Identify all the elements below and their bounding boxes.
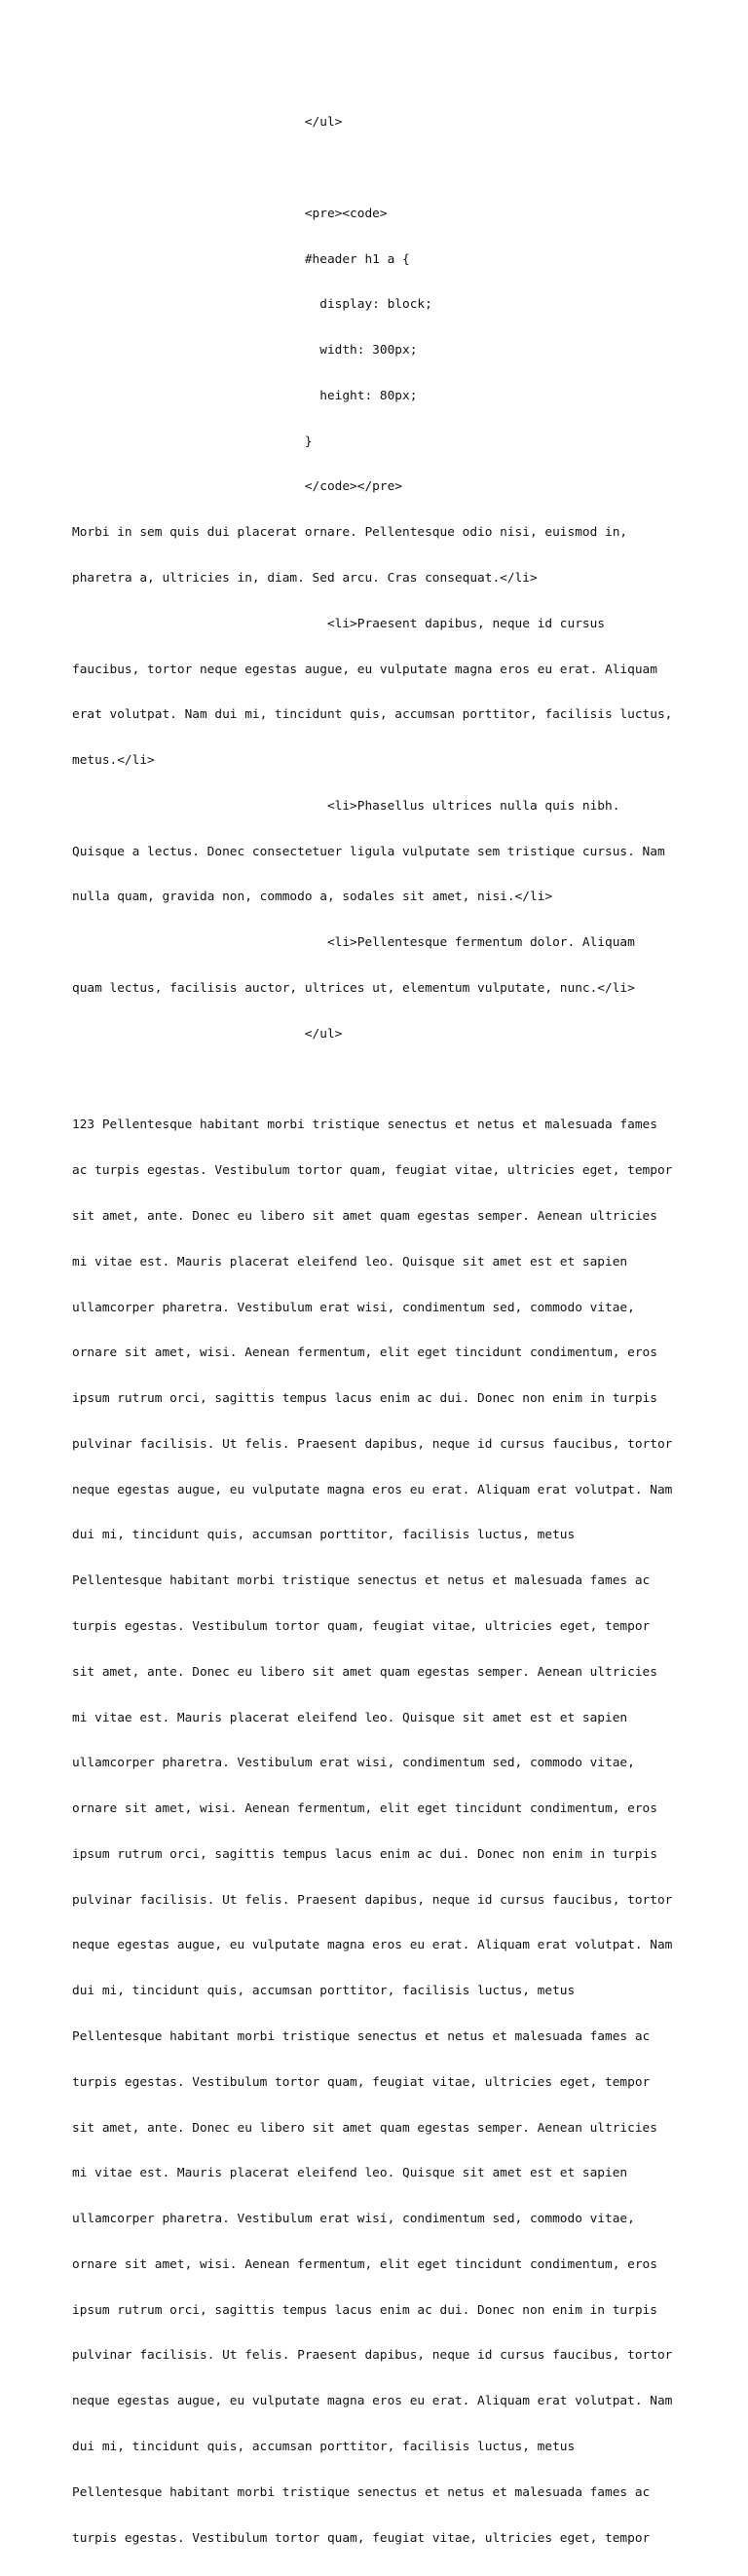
text-line: <li>Phasellus ultrices nulla quis nibh. [72,798,620,814]
text-line: neque egestas augue, eu vulputate magna eros eu erat. Aliquam erat volutpat. Nam [72,1482,673,1497]
text-line: ipsum rutrum orci, sagittis tempus lacus enim ac dui. Donec non enim in turpis [72,1846,657,1862]
text-line: mi vitae est. Mauris placerat eleifend leo. Quisque sit amet est et sapien [72,2166,628,2181]
text-line: width: 300px; [72,343,418,359]
text-line: dui mi, tincidunt quis, accumsan porttitor, facilisis luctus, metus [72,1528,576,1543]
text-line: metus.</li> [72,753,155,769]
text-line: Pellentesque habitant morbi tristique senectus et netus et malesuada fames ac [72,2484,651,2500]
text-line: pulvinar facilisis. Ut felis. Praesent dapibus, neque id cursus faucibus, tortor [72,1892,673,1908]
text-line: neque egestas augue, eu vulputate magna eros eu erat. Aliquam erat volutpat. Nam [72,1938,673,1953]
document-text [72,85,744,2576]
text-line: ullamcorper pharetra. Vestibulum erat wisi, condimentum sed, commodo vitae, [72,2212,635,2227]
text-line: ac turpis egestas. Vestibulum tortor quam, feugiat vitae, ultricies eget, tempor [72,1163,673,1179]
text-line: dui mi, tincidunt quis, accumsan porttitor, facilisis luctus, metus [72,1984,576,1999]
text-line: turpis egestas. Vestibulum tortor quam, feugiat vitae, ultricies eget, tempor [72,2530,651,2546]
text-line [72,1073,744,1088]
text-line: sit amet, ante. Donec eu libero sit amet quam egestas semper. Aenean ultricies [72,1664,657,1680]
text-line: ornare sit amet, wisi. Aenean fermentum, elit eget tincidunt condimentum, eros [72,1801,657,1817]
text-line: pharetra a, ultricies in, diam. Sed arcu. Cras consequat.</li> [72,571,538,586]
text-line: #header h1 a { [72,251,410,267]
text-line: dui mi, tincidunt quis, accumsan porttitor, facilisis luctus, metus [72,2440,576,2455]
text-line: Morbi in sem quis dui placerat ornare. Pellentesque odio nisi, euismod in, [72,525,628,541]
text-line: Pellentesque habitant morbi tristique senectus et netus et malesuada fames ac [72,1573,651,1589]
text-line: pulvinar facilisis. Ut felis. Praesent dapibus, neque id cursus faucibus, tortor [72,2348,673,2364]
text-line: ipsum rutrum orci, sagittis tempus lacus enim ac dui. Donec non enim in turpis [72,2302,657,2318]
text-line: sit amet, ante. Donec eu libero sit amet quam egestas semper. Aenean ultricies [72,1208,657,1224]
text-line: } [72,434,313,449]
text-line: neque egestas augue, eu vulputate magna eros eu erat. Aliquam erat volutpat. Nam [72,2394,673,2409]
text-line: <pre><code> [72,206,388,221]
text-line: quam lectus, facilisis auctor, ultrices ut, elementum vulputate, nunc.</li> [72,981,635,997]
text-line: </ul> [72,115,343,131]
text-line: ornare sit amet, wisi. Aenean fermentum, elit eget tincidunt condimentum, eros [72,2256,657,2272]
text-line: height: 80px; [72,388,418,403]
text-line: faucibus, tortor neque egestas augue, eu vulputate magna eros eu erat. Aliquam [72,662,657,677]
text-line: sit amet, ante. Donec eu libero sit amet quam egestas semper. Aenean ultricies [72,2120,657,2136]
text-line: </ul> [72,1026,343,1042]
text-line: 123 Pellentesque habitant morbi tristique senectus et netus et malesuada fames [72,1118,657,1133]
text-line: <li>Pellentesque fermentum dolor. Aliquam [72,935,635,951]
text-line: turpis egestas. Vestibulum tortor quam, feugiat vitae, ultricies eget, tempor [72,1618,651,1634]
text-line: ornare sit amet, wisi. Aenean fermentum, elit eget tincidunt condimentum, eros [72,1345,657,1361]
text-line: mi vitae est. Mauris placerat eleifend leo. Quisque sit amet est et sapien [72,1710,628,1725]
text-line: ullamcorper pharetra. Vestibulum erat wisi, condimentum sed, commodo vitae, [72,1756,635,1771]
text-line: turpis egestas. Vestibulum tortor quam, feugiat vitae, ultricies eget, tempor [72,2074,651,2090]
text-line: pulvinar facilisis. Ut felis. Praesent dapibus, neque id cursus faucibus, tortor [72,1436,673,1452]
text-line: </code></pre> [72,479,402,495]
text-line: ullamcorper pharetra. Vestibulum erat wisi, condimentum sed, commodo vitae, [72,1300,635,1315]
text-line: ipsum rutrum orci, sagittis tempus lacus enim ac dui. Donec non enim in turpis [72,1391,657,1407]
text-line: mi vitae est. Mauris placerat eleifend leo. Quisque sit amet est et sapien [72,1254,628,1269]
text-line: Quisque a lectus. Donec consectetuer ligula vulputate sem tristique cursus. Nam [72,844,665,859]
text-line: <li>Praesent dapibus, neque id cursus [72,616,606,631]
text-line [72,161,744,176]
text-line: Pellentesque habitant morbi tristique senectus et netus et malesuada fames ac [72,2029,651,2044]
text-line: nulla quam, gravida non, commodo a, sodales sit amet, nisi.</li> [72,890,553,905]
text-line: erat volutpat. Nam dui mi, tincidunt quis, accumsan porttitor, facilisis luctus, [72,707,673,723]
text-line: display: block; [72,297,432,313]
